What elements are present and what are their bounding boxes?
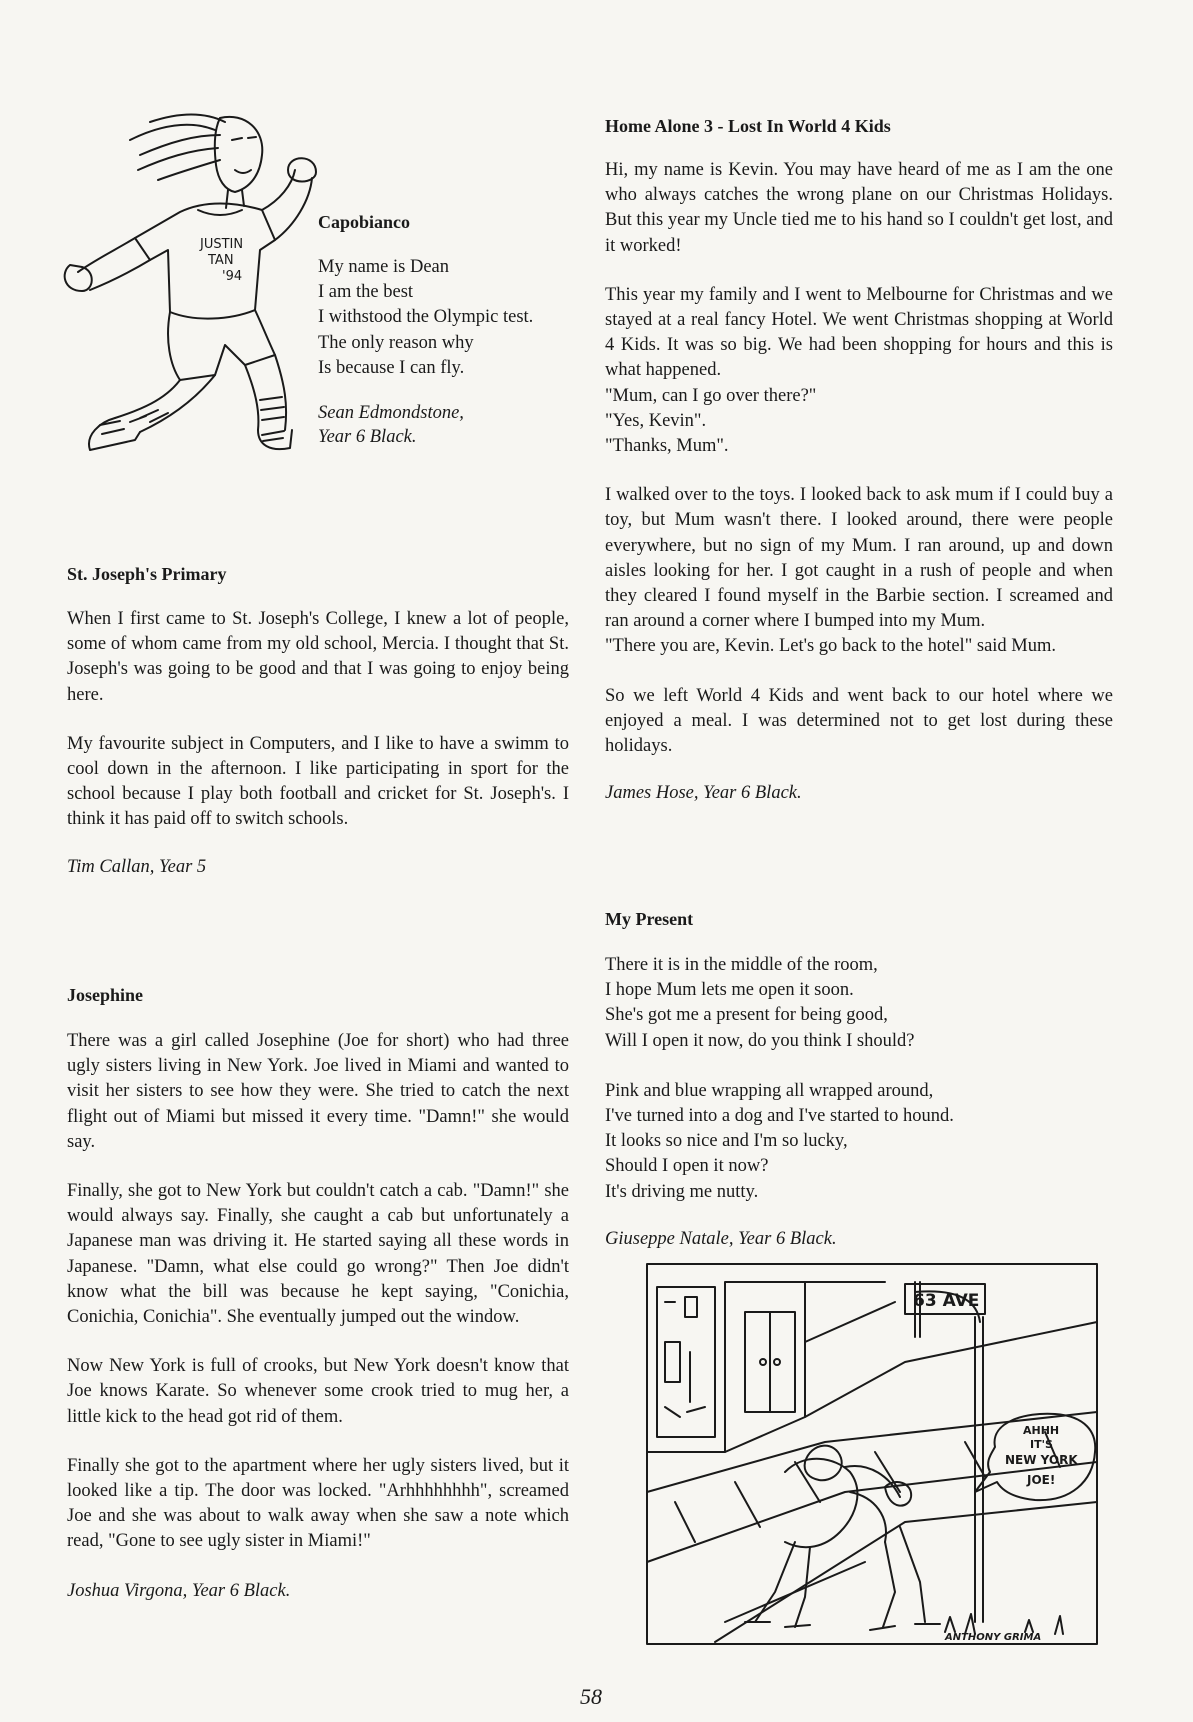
poem-line: It's driving me nutty. [605, 1181, 759, 1202]
st-josephs-paragraph: My favourite subject in Computers, and I like to have a swimm to cool down in the afternoon. I like participating in sport for the school because I play both football and cricket for St. Joseph's. I think it has paid off to switch schools. [67, 733, 569, 830]
home-alone-paragraph: So we left World 4 Kids and went back to our hotel where we enjoyed a meal. I was determined not to get lost during these holidays. [605, 685, 1113, 757]
josephine-author: Joshua Virgona, Year 6 Black. [67, 1580, 291, 1601]
home-alone-section [605, 115, 1113, 805]
poem-line: There it is in the middle of the room, [605, 955, 878, 975]
my-present-title: My Present [605, 909, 694, 929]
page-number: 58 [580, 1684, 602, 1709]
poem-line: Will I open it now, do you think I should? [605, 1030, 915, 1051]
st-josephs-section [67, 563, 569, 879]
home-alone-paragraph: "There you are, Kevin. Let's go back to the hotel" said Mum. [605, 636, 1057, 657]
poem-line: She's got me a present for being good, [605, 1005, 888, 1026]
poem-line: It looks so nice and I'm so lucky, [605, 1131, 848, 1152]
my-present-section [605, 908, 1113, 1251]
my-present-stanza-1 [605, 953, 1113, 1054]
dialogue-line: "Yes, Kevin". [605, 410, 707, 431]
capobianco-section [318, 211, 578, 449]
my-present-stanza-2 [605, 1079, 1113, 1205]
poem-line: I am the best [318, 282, 414, 303]
running-figure-drawing [30, 100, 320, 510]
capobianco-author-class: Year 6 Black. [318, 427, 417, 448]
dialogue-line: "Thanks, Mum". [605, 436, 729, 457]
speech-bubble-line: JOE! [1027, 1473, 1056, 1487]
st-josephs-paragraph: When I first came to St. Joseph's College, I knew a lot of people, some of whom came from my old school, Mercia. I thought that St. Joseph's was going to be good and that I was going to enjoy being here. [67, 609, 569, 705]
drawing-signature [199, 237, 243, 284]
poem-line: Should I open it now? [605, 1156, 769, 1177]
dialogue-line: "Mum, can I go over there?" [605, 385, 817, 406]
poem-line: Is because I can fly. [318, 357, 465, 378]
poem-line: I've turned into a dog and I've started to hound. [605, 1106, 954, 1127]
my-present-author: Giuseppe Natale, Year 6 Black. [605, 1228, 837, 1249]
capobianco-author: Sean Edmondstone, [318, 403, 464, 424]
josephine-paragraph: There was a girl called Josephine (Joe for short) who had three ugly sisters living in New York. Joe lived in Miami and wanted to visit her sisters to see how they were. She tried to catch the next flight out of Miami but missed it every time. "Damn!" she would say. [67, 1031, 569, 1152]
st-josephs-author: Tim Callan, Year 5 [67, 856, 207, 877]
home-alone-author: James Hose, Year 6 Black. [605, 783, 802, 804]
poem-line: The only reason why [318, 332, 474, 353]
josephine-paragraph: Finally she got to the apartment where her ugly sisters lived, but it looked like a tip. The door was locked. "Arhhhhhhhh", screamed Joe and she was about to walk away when she saw a note which read, "Gone to see ugly sister in Miami!" [67, 1455, 569, 1552]
josephine-paragraph: Finally, she got to New York but couldn't catch a cab. "Damn!" she would always say. Finally, she caught a cab but unfortunately a Japanese man was driving it. He started saying all these words in Japanese. "Damn, what else could go wrong?" Then Joe didn't know what the bill was because he kept saying, "Conichia, Conichia, Conichia". She eventually jumped out the window. [67, 1181, 569, 1328]
home-alone-paragraph: This year my family and I went to Melbourne for Christmas and we stayed at a real fancy Hotel. We went Christmas shopping at World 4 Kids. It was so big. We had been shopping for hours and this is what happened. [605, 284, 1113, 381]
signature-line-3: '94 [222, 269, 243, 284]
speech-bubble-line: IT'S [1030, 1438, 1053, 1451]
capobianco-title: Capobianco [318, 212, 411, 232]
poem-line: Pink and blue wrapping all wrapped around, [605, 1080, 934, 1101]
josephine-title: Josephine [67, 985, 144, 1005]
poem-line: My name is Dean [318, 257, 450, 277]
street-sign-text: 63 AVE [913, 1291, 980, 1311]
capobianco-poem [318, 255, 578, 381]
st-josephs-title: St. Joseph's Primary [67, 564, 227, 584]
speech-bubble-line: AHHH [1023, 1424, 1060, 1437]
cartoon-signature: ANTHONY GRIMA [945, 1632, 1042, 1643]
home-alone-paragraph: I walked over to the toys. I looked back to ask mum if I could buy a toy, but Mum wasn't there. I looked around, there were people everywhere, but no sign of my Mum. I ran around, up and down aisles looking for her. I got caught in a rush of people and when they cleared I found myself in the Barbie section. I screamed and ran around a corner where I bumped into my Mum. [605, 485, 1113, 632]
josephine-section [67, 984, 569, 1603]
new-york-cartoon [645, 1262, 1100, 1647]
home-alone-title: Home Alone 3 - Lost In World 4 Kids [605, 116, 891, 136]
poem-line: I hope Mum lets me open it soon. [605, 980, 854, 1001]
josephine-paragraph: Now New York is full of crooks, but New York doesn't know that Joe knows Karate. So whenever some crook tried to mug her, a little kick to the head got rid of them. [67, 1356, 569, 1427]
signature-line-1: JUSTIN [200, 237, 244, 252]
signature-line-2: TAN [208, 253, 234, 268]
home-alone-paragraph: Hi, my name is Kevin. You may have heard of me as I am the one who always catches the wrong plane on our Christmas Holidays. But this year my Uncle tied me to his hand so I couldn't get lost, and it worked! [605, 160, 1113, 256]
poem-line: I withstood the Olympic test. [318, 307, 534, 328]
home-alone-dialogue [605, 384, 1113, 460]
speech-bubble-line: NEW YORK [1005, 1453, 1078, 1467]
